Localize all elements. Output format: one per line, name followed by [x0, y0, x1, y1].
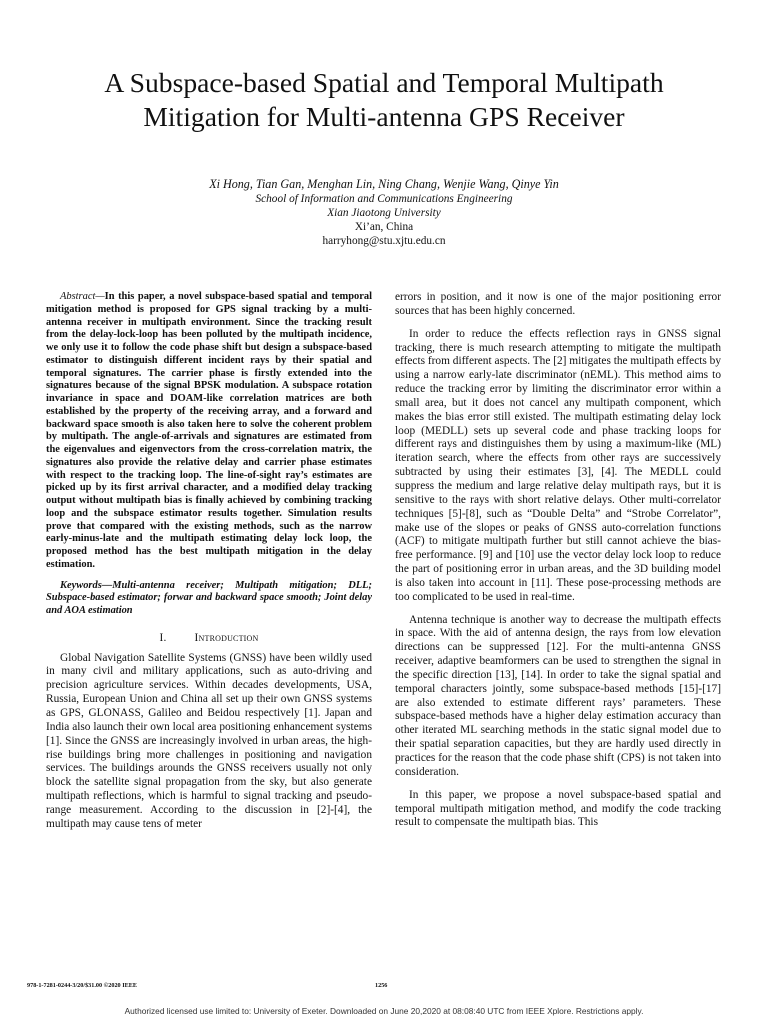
section-number: I. [159, 631, 167, 644]
title-line-2: Mitigation for Multi-antenna GPS Receiver [143, 101, 625, 132]
abstract-label: Abstract— [60, 291, 105, 302]
keywords: Keywords—Multi-antenna receiver; Multipath mitigation; DLL; Subspace-based estimator; forwar and backward space smooth; Joint delay and AOA estimation [46, 579, 372, 616]
footer-isbn: 978-1-7281-0244-3/20/$31.00 ©2020 IEEE [27, 982, 137, 989]
section-heading-introduction [46, 632, 372, 646]
abstract [46, 291, 372, 572]
right-paragraph-1: In order to reduce the effects reflection rays in GNSS signal tracking, there is much research attempting to mitigate the multipath effects from different aspects. The [2] mitigates the multipath effects by using a narrow early-late discriminator (nEML). This method aims to reduce the tracking error by limiting the discriminator error within a small area, but it does not cancel any multipath component, which makes the bias error still existed. The multipath estimating delay lock loop (MEDLL) sets up several code and phase tracking loops for different rays and distinguishes them by using a maximum-like (ML) iteration search, where the effects from other rays are successively subtracted by using their estimates [3], [4]. The MEDLL could suppress the medium and large relative delay multipath rays, but it is sensitive to the rays with short relative delays. Other multi-correlator techniques [5]-[8], such as “Double Delta” and “Strobe Correlator”, make use of the slopes or peaks of GNSS auto-correlation functions (ACF) to mitigate multipath further but still cannot achieve the bias-free performance. [9] and [10] use the vector delay lock loop to reduce the part of positioning error in urban areas, and the 3D building model is also taken into account in [11]. These pose-processing methods are too complicated to be used in real-time. [395, 327, 721, 603]
right-paragraph-3: In this paper, we propose a novel subspace-based spatial and temporal multipath mitigation method, and modify the code tracking result to compensate the multipath bias. This [395, 788, 721, 829]
left-column [46, 291, 372, 832]
abstract-text: In this paper, a novel subspace-based spatial and temporal mitigation method is proposed for GPS signal tracking by a multi-antenna receiver in multipath environment. Since the tracking result from the delay-lock-loop has been polluted by the multipath incidence, we only use it to follow the code phase shift but design a subspace-based estimator to distinguish different incident rays by their spatial and temporal signatures. The carrier phase is firstly extended into the signatures because of the signal BPSK modulation. A subspace rotation invariance in space and DOAM-like correlation matrices are both established by the property of the receiving array, and a forward and backward space smooth is also taken here to solve the coherent problem by multipath. The angle-of-arrivals and signatures are estimated from the eigenvalues and eigenvectors from the cross-correlation matrix, the signatures also provide the relative delay and carrier phase estimates with respect to the tracking loop. The line-of-sight ray’s estimates are picked up by its first arrival character, and a modified delay tracking output without multipath bias is finally achieved by combining tracking loop and the subspace estimator results together. Simulation results prove that compared with the existing methods, such as the narrow early-minus-late and the multipath estimating delay lock loop, the proposed method has the best multipath mitigation in the delay estimation. [46, 291, 372, 570]
affiliation-location: Xi’an, China [354, 221, 414, 234]
affiliation-university: Xian Jiaotong University [327, 207, 441, 220]
intro-paragraph-1: Global Navigation Satellite Systems (GNSS) have been wildly used in many civil and military applications, such as auto-driving and precision agriculture services. Within decades developments, USA, Russia, European Union and China all set up their own GNSS systems as GPS, GLONASS, Galileo and Beidou respectively [1]. Japan and India also launch their own local area positioning enhancement systems [1]. Since the GNSS are increasingly involved in urban areas, the high-rise buildings bring more challenges in positioning and navigation services. The buildings arounds the GNSS receivers usually not only block the satellite signal propagation from the sky, but also generate multipath reflections, which is harmful to signal tracking and pseudo-range measurement. According to the discussion in [2]-[4], the multipath may cause tens of meter [46, 651, 372, 830]
right-paragraph-continued: errors in position, and it now is one of the major positioning error sources that has been highly concerned. [395, 291, 721, 317]
author-block [60, 177, 708, 248]
page-number: 1256 [375, 982, 388, 989]
author-names: Xi Hong, Tian Gan, Menghan Lin, Ning Chang, Wenjie Wang, Qinye Yin [209, 177, 559, 191]
right-column [395, 291, 721, 830]
paper-title [40, 66, 728, 134]
affiliation-school: School of Information and Communications Engineering [255, 193, 513, 205]
right-paragraph-2: Antenna technique is another way to decrease the multipath effects in space. With the aid of antenna design, the rays from low elevation directions can be suppressed [12]. For the multi-antenna GNSS receiver, adaptive beamformers can be used to strengthen the signal in the specific direction [13], [14]. In order to take the signal spatial and temporal characters jointly, some subspace-based methods [15]-[17] are also extended to estimate different rays’ parameters. These subspace-based methods have a higher delay estimation accuracy than other iterated ML searching methods in the static signal model due to their spatial separation capacities, but they are hardly used directly in practices for the reason that the code phase shift (CPS) is not taken into consideration. [395, 613, 721, 778]
title-line-1: A Subspace-based Spatial and Temporal Multipath [104, 67, 664, 98]
author-email: harryhong@stu.xjtu.edu.cn [322, 235, 446, 248]
section-title: Introduction [194, 631, 259, 644]
license-notice: Authorized licensed use limited to: University of Exeter. Downloaded on June 20,2020 at 08:08:40 UTC from IEEE Xplore. Restrictions apply. [124, 1006, 644, 1016]
